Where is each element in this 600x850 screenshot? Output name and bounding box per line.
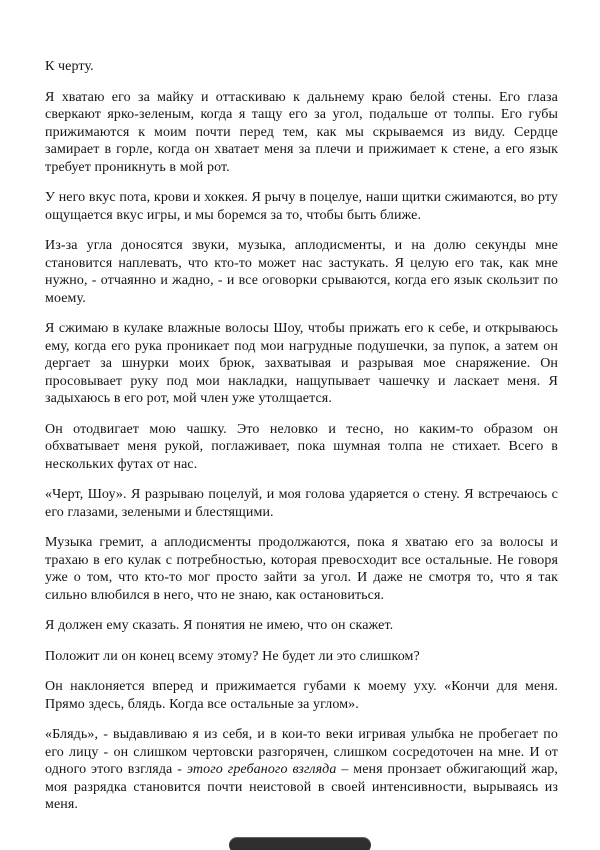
scrollbar-thumb[interactable] [229, 837, 371, 850]
paragraph [45, 678, 558, 713]
paragraph [45, 421, 558, 474]
paragraph [45, 617, 558, 635]
paragraph-text: У него вкус пота, крови и хоккея. Я рычу в поцелуе, наши щитки сжимаются, во рту ощущается вкус игры, и мы боремся за то, чтобы быть ближе. [45, 190, 558, 223]
paragraph [45, 320, 558, 408]
page-body [45, 58, 558, 827]
paragraph-text: – меня пронзает обжигающий жар, моя разрядка становится почти неистовой в своей интенсивности, вырываясь из меня. [45, 762, 558, 812]
paragraph [45, 237, 558, 307]
paragraph [45, 89, 558, 177]
paragraph-text: Я хватаю его за майку и оттаскиваю к дальнему краю белой стены. Его глаза сверкают ярко-зеленым, когда я тащу его за угол, подальше от толпы. Его губы прижимаются к моим почти перед тем, как мы скрываемся из виду. Сердце замирает в горле, когда он хватает меня за плечи и прижимает к стене, а его язык требует проникнуть в мой рот. [45, 89, 558, 175]
paragraph [45, 58, 558, 76]
paragraph [45, 189, 558, 224]
paragraph-text: Он наклоняется вперед и прижимается губами к моему уху. «Кончи для меня. Прямо здесь, блядь. Когда все остальные за углом». [45, 679, 558, 712]
paragraph [45, 648, 558, 666]
paragraph-text: Из-за угла доносятся звуки, музыка, аплодисменты, и на долю секунды мне становится наплевать, что кто-то может нас застукать. Я целую его так, как мне нужно, - отчаянно и жадно, - и все оговорки срываются, когда его язык скользит по моему. [45, 238, 558, 306]
paragraph-text: Я должен ему сказать. Я понятия не имею, что он скажет. [45, 618, 394, 633]
paragraph [45, 534, 558, 604]
paragraph-text: Он отодвигает мою чашку. Это неловко и тесно, но каким-то образом он обхватывает меня рукой, поглаживает, пока шумная толпа не стихает. Всего в нескольких футах от нас. [45, 421, 558, 472]
paragraph [45, 726, 558, 814]
paragraph-text: «Блядь», - выдавливаю я из себя, и в кои-то веки игривая улыбка не пробегает по его лицу - он слишком чертовски разгорячен, слишком сосредоточен на мне. И от одного этого взгляда - [45, 727, 558, 777]
paragraph [45, 486, 558, 521]
paragraph-text: К черту. [45, 59, 94, 74]
paragraph-text: Положит ли он конец всему этому? Не будет ли это слишком? [45, 648, 420, 664]
paragraph-text-italic: этого гребаного взгляда [186, 762, 337, 777]
paragraph-text: «Черт, Шоу». Я разрываю поцелуй, и моя голова ударяется о стену. Я встречаюсь с его глазами, зелеными и блестящими. [45, 487, 558, 520]
paragraph-text: Я сжимаю в кулаке влажные волосы Шоу, чтобы прижать его к себе, и открываюсь ему, когда его рука проникает под мои нагрудные подушечки, за пупок, а затем он дергает за шнурки моих брюк, захватывая и разрывая мое снаряжение. Он просовывает руку под мои накладки, нащупывает чашечку и ласкает меня. Я задыхаюсь в его рот, мой член уже утолщается. [45, 321, 558, 406]
paragraph-text: Музыка гремит, а аплодисменты продолжаются, пока я хватаю его за волосы и трахаю в его кулак с потребностью, которая превосходит все остальные. Не говоря уже о том, что кто-то мог просто зайти за угол. И даже не смотря то, что я так сильно влюбился в него, что не знаю, как остановиться. [45, 535, 558, 603]
